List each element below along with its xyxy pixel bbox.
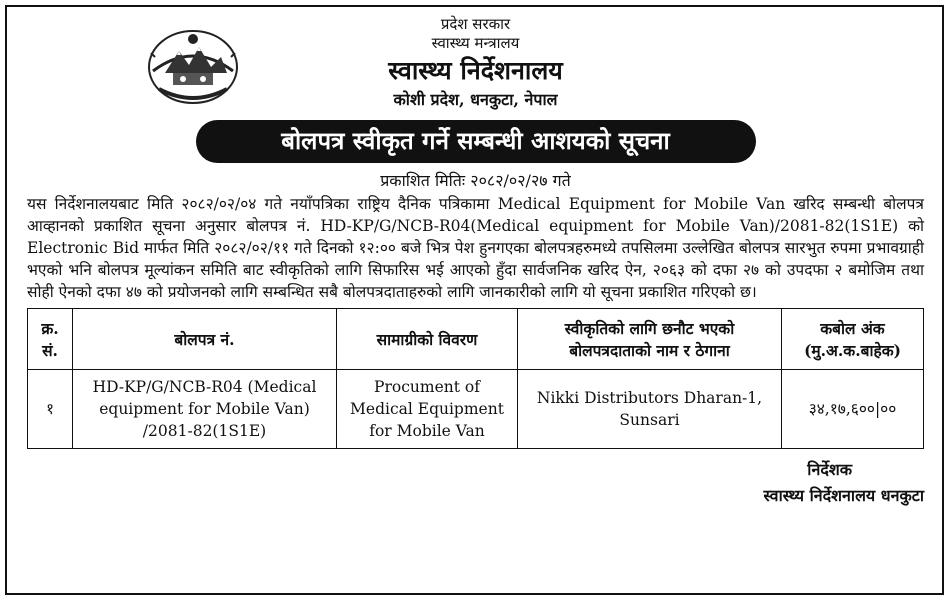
signature-block: [27, 457, 924, 509]
table-row: [28, 369, 924, 448]
header-bid-no: बोलपत्र नं.: [73, 308, 337, 369]
header-bidder: [518, 308, 782, 369]
signatory-title: निर्देशक: [807, 459, 852, 479]
published-date: प्रकाशित मितिः २०८२/०२/२७ गते: [380, 170, 571, 190]
cell-description: [337, 369, 518, 448]
header-amount-line2: (मु.अ.क.बाहेक): [804, 340, 901, 360]
cell-bid-no: [73, 369, 337, 448]
cell-description-line3: for Mobile Van: [369, 421, 485, 440]
cell-sn: १: [28, 369, 73, 448]
cell-bid-no-line2: equipment for Mobile Van): [99, 399, 310, 418]
cell-description-line2: Medical Equipment: [350, 399, 504, 418]
cell-bidder-line1: Nikki Distributors Dharan-1,: [536, 388, 763, 407]
header-sn-line2: सं.: [42, 340, 58, 360]
bid-table: [27, 308, 924, 449]
notice-banner: बोलपत्र स्वीकृत गर्ने सम्बन्धी आशयको सूचना: [196, 120, 756, 163]
cell-bidder-line2: Sunsari: [619, 410, 680, 429]
cell-bid-no-line1: HD-KP/G/NCB-R04 (Medical: [92, 377, 317, 396]
header-amount-line1: कबोल अंक: [820, 318, 885, 338]
signatory-office: स्वास्थ्य निर्देशनालय धनकुटा: [763, 485, 924, 505]
header-sn: [28, 308, 73, 369]
notice-document: [5, 5, 944, 595]
cell-amount: ३४,१७,६००|००: [782, 369, 924, 448]
header-bidder-line1: स्वीकृतिको लागि छनौट भएको: [564, 318, 735, 338]
header-description: सामाग्रीको विवरण: [337, 308, 518, 369]
cell-bid-no-line3: /2081-82(1S1E): [142, 421, 267, 440]
cell-bidder: [518, 369, 782, 448]
header-bidder-line2: बोलपत्रदाताको नाम र ठेगाना: [569, 340, 730, 360]
notice-body: यस निर्देशनालयबाट मिति २०८२/०२/०४ गते नयाँपत्रिका राष्ट्रिय दैनिक पत्रिकामा Medical Equipment for Mobile Van खरिद सम्बन्धी बोलपत्र आव्हानको प्रकाशित सूचना अनुसार बोलपत्र नं. HD-KP/G/NCB-R04(Medical equipment for Mobile Van)/2081-82(1S1E) को Electronic Bid मार्फत मिति २०८२/०२/११ गते दिनको १२:०० बजे भित्र पेश हुनगएका बोलपत्रहरुमध्ये तपसिलमा उल्लेखित बोलपत्र सारभुत रुपमा प्रभावग्राही भएको भनि बोलपत्र मूल्यांकन समिति बाट स्वीकृतिको लागि सिफारिस भई आएको हुँदा सार्वजनिक खरिद ऐन, २०६३ को दफा २७ को उपदफा २ बमोजिम तथा सोही ऐनको दफा ४७ को प्रयोजनको लागि सम्बन्धित सबै बोलपत्रदाताहरुको लागि जानकारीको लागि यो सूचना प्रकाशित गरिएको छ।: [27, 194, 924, 301]
government-name: प्रदेश सरकार: [440, 15, 511, 33]
nepal-emblem-icon: [147, 27, 239, 105]
header-sn-line1: क्र.: [41, 318, 59, 338]
header-amount: [782, 308, 924, 369]
table-header-row: [28, 308, 924, 369]
office-location: कोशी प्रदेश, धनकुटा, नेपाल: [393, 89, 558, 109]
directorate-title: स्वास्थ्य निर्देशनालय: [388, 55, 563, 85]
ministry-name: स्वास्थ्य मन्त्रालय: [431, 33, 520, 52]
cell-description-line1: Procument of: [374, 377, 480, 396]
